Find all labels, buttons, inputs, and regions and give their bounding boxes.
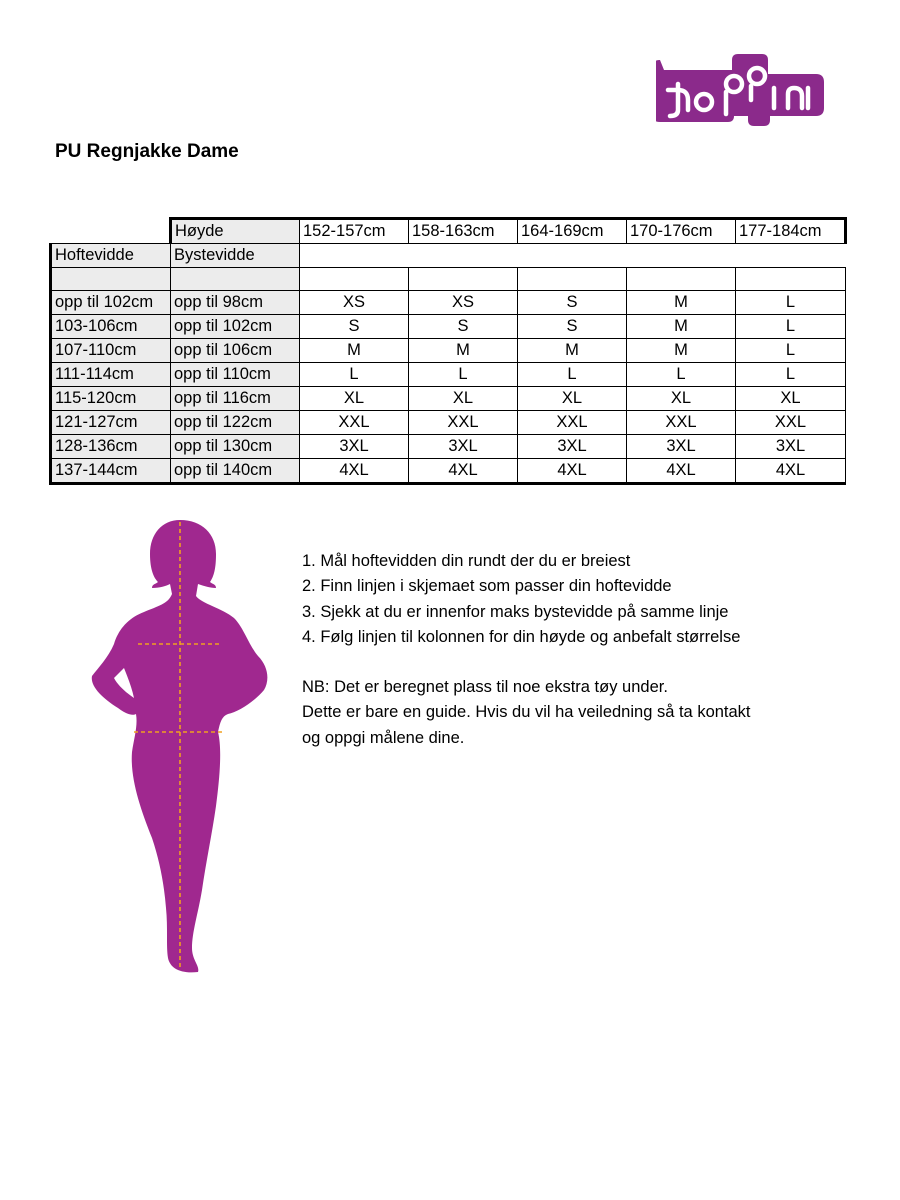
bust-range: opp til 110cm <box>171 363 300 387</box>
instruction-step: 2. Finn linjen i skjemaet som passer din hoftevidde <box>302 577 672 596</box>
size-cell: 3XL <box>518 435 627 459</box>
hip-range: 111-114cm <box>51 363 171 387</box>
size-cell: S <box>409 315 518 339</box>
table-corner <box>51 219 171 244</box>
instruction-step: 3. Sjekk at du er innenfor maks bystevidde på samme linje <box>302 602 729 621</box>
note-line: NB: Det er beregnet plass til noe ekstra tøy under. <box>302 678 668 697</box>
hip-label: Hoftevidde <box>51 244 171 268</box>
size-cell: M <box>627 315 736 339</box>
bust-range: opp til 106cm <box>171 339 300 363</box>
hip-range: 103-106cm <box>51 315 171 339</box>
empty-cell <box>518 268 627 291</box>
size-cell: XS <box>409 291 518 315</box>
measure-header-row <box>51 244 846 268</box>
size-cell: M <box>518 339 627 363</box>
size-cell: 4XL <box>627 459 736 484</box>
bust-range: opp til 140cm <box>171 459 300 484</box>
hip-range: 137-144cm <box>51 459 171 484</box>
page-title: PU Regnjakke Dame <box>55 141 239 162</box>
size-cell: M <box>300 339 409 363</box>
size-cell: M <box>627 291 736 315</box>
empty-row <box>51 268 846 291</box>
size-cell: S <box>518 291 627 315</box>
size-cell: XXL <box>736 411 846 435</box>
size-cell: S <box>300 315 409 339</box>
size-cell: XXL <box>300 411 409 435</box>
size-cell: XS <box>300 291 409 315</box>
bust-range: opp til 122cm <box>171 411 300 435</box>
size-cell: 3XL <box>736 435 846 459</box>
size-cell: L <box>736 315 846 339</box>
instruction-step: 1. Mål hoftevidden din rundt der du er breiest <box>302 552 631 570</box>
size-cell: XL <box>300 387 409 411</box>
brand-logo <box>656 54 824 134</box>
empty-cell <box>409 268 518 291</box>
bust-range: opp til 98cm <box>171 291 300 315</box>
size-cell: 4XL <box>736 459 846 484</box>
size-cell: 4XL <box>409 459 518 484</box>
bust-label: Bystevidde <box>171 244 300 268</box>
size-cell: 3XL <box>627 435 736 459</box>
size-cell: XXL <box>518 411 627 435</box>
instructions-block <box>302 549 751 751</box>
table-row <box>51 435 846 459</box>
size-cell: M <box>627 339 736 363</box>
size-chart-table <box>49 217 847 485</box>
size-cell: XL <box>518 387 627 411</box>
size-cell: 3XL <box>300 435 409 459</box>
table-row <box>51 291 846 315</box>
bust-range: opp til 130cm <box>171 435 300 459</box>
size-cell: L <box>300 363 409 387</box>
size-cell: S <box>518 315 627 339</box>
empty-cell <box>736 268 846 291</box>
height-col-5: 177-184cm <box>736 219 846 244</box>
empty-cell <box>51 268 171 291</box>
note-line: Dette er bare en guide. Hvis du vil ha veiledning så ta kontakt <box>302 703 751 722</box>
size-cell: XXL <box>627 411 736 435</box>
table-row <box>51 363 846 387</box>
hip-range: 115-120cm <box>51 387 171 411</box>
size-cell: XL <box>627 387 736 411</box>
hip-range: 128-136cm <box>51 435 171 459</box>
hip-range: 121-127cm <box>51 411 171 435</box>
height-col-3: 164-169cm <box>518 219 627 244</box>
size-cell: L <box>518 363 627 387</box>
hip-range: opp til 102cm <box>51 291 171 315</box>
size-cell: XL <box>409 387 518 411</box>
table-row <box>51 459 846 484</box>
table-row <box>51 387 846 411</box>
size-cell: 3XL <box>409 435 518 459</box>
size-cell: L <box>736 291 846 315</box>
instruction-gap <box>302 650 751 675</box>
table-row <box>51 339 846 363</box>
size-cell: XL <box>736 387 846 411</box>
header-spacer <box>300 244 846 268</box>
empty-cell <box>171 268 300 291</box>
empty-cell <box>627 268 736 291</box>
size-cell: L <box>627 363 736 387</box>
instruction-step: 4. Følg linjen til kolonnen for din høyde og anbefalt størrelse <box>302 627 741 646</box>
hip-range: 107-110cm <box>51 339 171 363</box>
size-cell: L <box>409 363 518 387</box>
table-row <box>51 411 846 435</box>
bust-range: opp til 116cm <box>171 387 300 411</box>
empty-cell <box>300 268 409 291</box>
height-col-1: 152-157cm <box>300 219 409 244</box>
height-label: Høyde <box>171 219 300 244</box>
height-col-2: 158-163cm <box>409 219 518 244</box>
bust-range: opp til 102cm <box>171 315 300 339</box>
note-line: og oppgi målene dine. <box>302 728 465 747</box>
body-measurement-figure <box>88 518 274 976</box>
size-cell: 4XL <box>518 459 627 484</box>
height-col-4: 170-176cm <box>627 219 736 244</box>
size-cell: L <box>736 363 846 387</box>
size-cell: L <box>736 339 846 363</box>
size-cell: 4XL <box>300 459 409 484</box>
size-cell: XXL <box>409 411 518 435</box>
table-row <box>51 315 846 339</box>
size-cell: M <box>409 339 518 363</box>
height-header-row <box>51 219 846 244</box>
